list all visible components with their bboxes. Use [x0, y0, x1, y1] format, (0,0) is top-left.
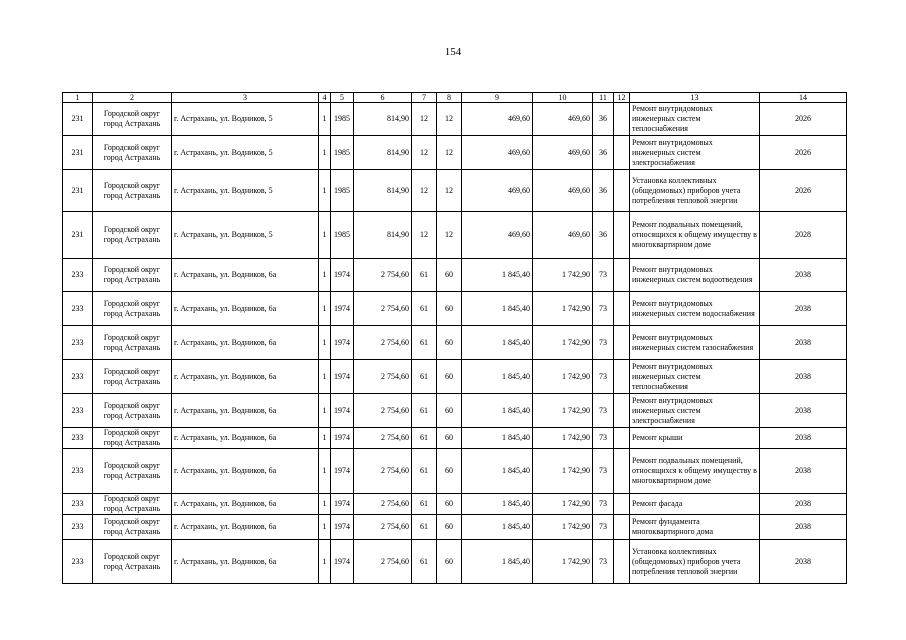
table-row — [63, 449, 847, 494]
municipality-cell: Городской округ город Астрахань — [93, 360, 172, 394]
column-header: 8 — [437, 93, 462, 103]
row-number: 233 — [63, 540, 93, 584]
col7-cell: 61 — [412, 259, 437, 292]
col9-cell: 1 845,40 — [462, 326, 533, 360]
col8-cell: 60 — [437, 394, 462, 428]
col10-cell: 1 742,90 — [533, 394, 593, 428]
period-cell: 2038 — [760, 515, 847, 540]
col4-cell: 1 — [319, 136, 331, 170]
col4-cell: 1 — [319, 170, 331, 212]
col12-cell — [614, 326, 630, 360]
col11-cell: 73 — [593, 360, 614, 394]
col10-cell: 469,60 — [533, 212, 593, 259]
work-type-cell: Ремонт фундамента многоквартирного дома — [630, 515, 760, 540]
col8-cell: 12 — [437, 212, 462, 259]
col9-cell: 1 845,40 — [462, 394, 533, 428]
table-header-row — [63, 93, 847, 103]
address-cell: г. Астрахань, ул. Водников, 6а — [172, 428, 319, 449]
col10-cell: 469,60 — [533, 103, 593, 136]
column-header: 14 — [760, 93, 847, 103]
year-cell: 1974 — [331, 292, 354, 326]
area-cell: 814,90 — [354, 136, 412, 170]
col7-cell: 61 — [412, 449, 437, 494]
area-cell: 2 754,60 — [354, 259, 412, 292]
col11-cell: 73 — [593, 394, 614, 428]
col12-cell — [614, 292, 630, 326]
col7-cell: 61 — [412, 494, 437, 515]
municipality-cell: Городской округ город Астрахань — [93, 540, 172, 584]
col8-cell: 60 — [437, 449, 462, 494]
col10-cell: 469,60 — [533, 170, 593, 212]
table-row — [63, 394, 847, 428]
col11-cell: 73 — [593, 292, 614, 326]
col7-cell: 61 — [412, 292, 437, 326]
col12-cell — [614, 212, 630, 259]
col10-cell: 1 742,90 — [533, 428, 593, 449]
period-cell: 2026 — [760, 170, 847, 212]
col8-cell: 60 — [437, 292, 462, 326]
period-cell: 2038 — [760, 449, 847, 494]
area-cell: 2 754,60 — [354, 515, 412, 540]
row-number: 233 — [63, 326, 93, 360]
table-row — [63, 540, 847, 584]
year-cell: 1974 — [331, 428, 354, 449]
row-number: 231 — [63, 212, 93, 259]
row-number: 233 — [63, 360, 93, 394]
col7-cell: 61 — [412, 540, 437, 584]
column-header: 12 — [614, 93, 630, 103]
period-cell: 2038 — [760, 326, 847, 360]
col4-cell: 1 — [319, 449, 331, 494]
col10-cell: 1 742,90 — [533, 515, 593, 540]
municipality-cell: Городской округ город Астрахань — [93, 103, 172, 136]
col9-cell: 1 845,40 — [462, 428, 533, 449]
year-cell: 1985 — [331, 170, 354, 212]
table-body — [63, 103, 847, 584]
col10-cell: 1 742,90 — [533, 494, 593, 515]
work-type-cell: Ремонт фасада — [630, 494, 760, 515]
col11-cell: 73 — [593, 540, 614, 584]
col4-cell: 1 — [319, 326, 331, 360]
work-type-cell: Ремонт внутридомовых инженерных систем электроснабжения — [630, 136, 760, 170]
column-header: 1 — [63, 93, 93, 103]
col7-cell: 12 — [412, 170, 437, 212]
municipality-cell: Городской округ город Астрахань — [93, 428, 172, 449]
period-cell: 2028 — [760, 212, 847, 259]
column-header: 4 — [319, 93, 331, 103]
year-cell: 1985 — [331, 103, 354, 136]
table-row — [63, 170, 847, 212]
col10-cell: 1 742,90 — [533, 540, 593, 584]
work-type-cell: Ремонт внутридомовых инженерных систем газоснабжения — [630, 326, 760, 360]
table-row — [63, 103, 847, 136]
col8-cell: 60 — [437, 494, 462, 515]
work-type-cell: Установка коллективных (общедомовых) приборов учета потребления тепловой энергии — [630, 540, 760, 584]
column-header: 6 — [354, 93, 412, 103]
col12-cell — [614, 360, 630, 394]
col11-cell: 73 — [593, 428, 614, 449]
col12-cell — [614, 136, 630, 170]
area-cell: 2 754,60 — [354, 360, 412, 394]
col4-cell: 1 — [319, 259, 331, 292]
table-row — [63, 515, 847, 540]
work-type-cell: Ремонт подвальных помещений, относящихся к общему имуществу в многоквартирном доме — [630, 449, 760, 494]
area-cell: 2 754,60 — [354, 494, 412, 515]
year-cell: 1974 — [331, 259, 354, 292]
year-cell: 1974 — [331, 494, 354, 515]
municipality-cell: Городской округ город Астрахань — [93, 212, 172, 259]
registry-table — [62, 92, 847, 584]
col7-cell: 12 — [412, 103, 437, 136]
row-number: 233 — [63, 515, 93, 540]
row-number: 233 — [63, 494, 93, 515]
column-header: 7 — [412, 93, 437, 103]
period-cell: 2038 — [760, 360, 847, 394]
period-cell: 2026 — [760, 136, 847, 170]
col4-cell: 1 — [319, 494, 331, 515]
col7-cell: 61 — [412, 326, 437, 360]
row-number: 231 — [63, 103, 93, 136]
area-cell: 2 754,60 — [354, 540, 412, 584]
col11-cell: 73 — [593, 494, 614, 515]
area-cell: 814,90 — [354, 212, 412, 259]
col8-cell: 60 — [437, 326, 462, 360]
period-cell: 2038 — [760, 494, 847, 515]
area-cell: 2 754,60 — [354, 292, 412, 326]
work-type-cell: Ремонт внутридомовых инженерных систем электроснабжения — [630, 394, 760, 428]
year-cell: 1974 — [331, 515, 354, 540]
col12-cell — [614, 449, 630, 494]
col11-cell: 36 — [593, 136, 614, 170]
year-cell: 1974 — [331, 540, 354, 584]
col10-cell: 1 742,90 — [533, 259, 593, 292]
col8-cell: 60 — [437, 360, 462, 394]
work-type-cell: Ремонт внутридомовых инженерных систем теплоснабжения — [630, 103, 760, 136]
table-row — [63, 360, 847, 394]
col11-cell: 73 — [593, 515, 614, 540]
col7-cell: 61 — [412, 515, 437, 540]
col9-cell: 1 845,40 — [462, 515, 533, 540]
page-number: 154 — [444, 46, 462, 58]
col8-cell: 12 — [437, 136, 462, 170]
address-cell: г. Астрахань, ул. Водников, 6а — [172, 326, 319, 360]
col11-cell: 73 — [593, 326, 614, 360]
period-cell: 2038 — [760, 394, 847, 428]
work-type-cell: Ремонт внутридомовых инженерных систем водоснабжения — [630, 292, 760, 326]
col10-cell: 469,60 — [533, 136, 593, 170]
col4-cell: 1 — [319, 428, 331, 449]
address-cell: г. Астрахань, ул. Водников, 6а — [172, 394, 319, 428]
column-header: 3 — [172, 93, 319, 103]
table-row — [63, 136, 847, 170]
col12-cell — [614, 494, 630, 515]
municipality-cell: Городской округ город Астрахань — [93, 326, 172, 360]
col8-cell: 60 — [437, 428, 462, 449]
col9-cell: 469,60 — [462, 136, 533, 170]
address-cell: г. Астрахань, ул. Водников, 5 — [172, 103, 319, 136]
col9-cell: 1 845,40 — [462, 449, 533, 494]
address-cell: г. Астрахань, ул. Водников, 6а — [172, 540, 319, 584]
address-cell: г. Астрахань, ул. Водников, 6а — [172, 360, 319, 394]
column-header: 9 — [462, 93, 533, 103]
col12-cell — [614, 515, 630, 540]
work-type-cell: Ремонт внутридомовых инженерных систем водоотведения — [630, 259, 760, 292]
col9-cell: 1 845,40 — [462, 494, 533, 515]
row-number: 233 — [63, 292, 93, 326]
municipality-cell: Городской округ город Астрахань — [93, 494, 172, 515]
area-cell: 2 754,60 — [354, 326, 412, 360]
municipality-cell: Городской округ город Астрахань — [93, 515, 172, 540]
work-type-cell: Ремонт подвальных помещений, относящихся к общему имуществу в многоквартирном доме — [630, 212, 760, 259]
column-header: 2 — [93, 93, 172, 103]
col9-cell: 469,60 — [462, 103, 533, 136]
col8-cell: 60 — [437, 515, 462, 540]
table-row — [63, 259, 847, 292]
col11-cell: 36 — [593, 212, 614, 259]
table-row — [63, 212, 847, 259]
col10-cell: 1 742,90 — [533, 360, 593, 394]
area-cell: 2 754,60 — [354, 394, 412, 428]
address-cell: г. Астрахань, ул. Водников, 5 — [172, 170, 319, 212]
col4-cell: 1 — [319, 212, 331, 259]
col7-cell: 12 — [412, 212, 437, 259]
period-cell: 2038 — [760, 540, 847, 584]
col4-cell: 1 — [319, 394, 331, 428]
year-cell: 1974 — [331, 394, 354, 428]
row-number: 231 — [63, 136, 93, 170]
year-cell: 1974 — [331, 360, 354, 394]
work-type-cell: Установка коллективных (общедомовых) приборов учета потребления тепловой энергии — [630, 170, 760, 212]
column-header: 10 — [533, 93, 593, 103]
column-header: 13 — [630, 93, 760, 103]
col7-cell: 61 — [412, 360, 437, 394]
col11-cell: 36 — [593, 170, 614, 212]
municipality-cell: Городской округ город Астрахань — [93, 292, 172, 326]
col9-cell: 1 845,40 — [462, 540, 533, 584]
row-number: 231 — [63, 170, 93, 212]
col9-cell: 469,60 — [462, 212, 533, 259]
year-cell: 1985 — [331, 212, 354, 259]
area-cell: 2 754,60 — [354, 449, 412, 494]
table-row — [63, 494, 847, 515]
col7-cell: 12 — [412, 136, 437, 170]
column-header: 5 — [331, 93, 354, 103]
col4-cell: 1 — [319, 540, 331, 584]
year-cell: 1974 — [331, 326, 354, 360]
col9-cell: 469,60 — [462, 170, 533, 212]
col8-cell: 60 — [437, 259, 462, 292]
col12-cell — [614, 103, 630, 136]
address-cell: г. Астрахань, ул. Водников, 6а — [172, 449, 319, 494]
table-row — [63, 326, 847, 360]
col11-cell: 73 — [593, 259, 614, 292]
col9-cell: 1 845,40 — [462, 259, 533, 292]
col10-cell: 1 742,90 — [533, 449, 593, 494]
col10-cell: 1 742,90 — [533, 292, 593, 326]
address-cell: г. Астрахань, ул. Водников, 5 — [172, 136, 319, 170]
area-cell: 2 754,60 — [354, 428, 412, 449]
municipality-cell: Городской округ город Астрахань — [93, 259, 172, 292]
row-number: 233 — [63, 394, 93, 428]
table-row — [63, 428, 847, 449]
col10-cell: 1 742,90 — [533, 326, 593, 360]
col4-cell: 1 — [319, 360, 331, 394]
municipality-cell: Городской округ город Астрахань — [93, 449, 172, 494]
col4-cell: 1 — [319, 515, 331, 540]
col8-cell: 60 — [437, 540, 462, 584]
address-cell: г. Астрахань, ул. Водников, 6а — [172, 259, 319, 292]
period-cell: 2038 — [760, 259, 847, 292]
period-cell: 2026 — [760, 103, 847, 136]
col12-cell — [614, 394, 630, 428]
year-cell: 1974 — [331, 449, 354, 494]
row-number: 233 — [63, 428, 93, 449]
address-cell: г. Астрахань, ул. Водников, 6а — [172, 494, 319, 515]
municipality-cell: Городской округ город Астрахань — [93, 136, 172, 170]
municipality-cell: Городской округ город Астрахань — [93, 394, 172, 428]
row-number: 233 — [63, 449, 93, 494]
table-row — [63, 292, 847, 326]
period-cell: 2038 — [760, 292, 847, 326]
col7-cell: 61 — [412, 428, 437, 449]
col9-cell: 1 845,40 — [462, 292, 533, 326]
col12-cell — [614, 259, 630, 292]
municipality-cell: Городской округ город Астрахань — [93, 170, 172, 212]
column-header: 11 — [593, 93, 614, 103]
col4-cell: 1 — [319, 292, 331, 326]
col12-cell — [614, 428, 630, 449]
address-cell: г. Астрахань, ул. Водников, 6а — [172, 515, 319, 540]
col11-cell: 36 — [593, 103, 614, 136]
area-cell: 814,90 — [354, 170, 412, 212]
col11-cell: 73 — [593, 449, 614, 494]
period-cell: 2038 — [760, 428, 847, 449]
col12-cell — [614, 170, 630, 212]
col12-cell — [614, 540, 630, 584]
year-cell: 1985 — [331, 136, 354, 170]
address-cell: г. Астрахань, ул. Водников, 5 — [172, 212, 319, 259]
col8-cell: 12 — [437, 170, 462, 212]
address-cell: г. Астрахань, ул. Водников, 6а — [172, 292, 319, 326]
col9-cell: 1 845,40 — [462, 360, 533, 394]
work-type-cell: Ремонт крыши — [630, 428, 760, 449]
work-type-cell: Ремонт внутридомовых инженерных систем теплоснабжения — [630, 360, 760, 394]
col8-cell: 12 — [437, 103, 462, 136]
row-number: 233 — [63, 259, 93, 292]
col4-cell: 1 — [319, 103, 331, 136]
area-cell: 814,90 — [354, 103, 412, 136]
col7-cell: 61 — [412, 394, 437, 428]
